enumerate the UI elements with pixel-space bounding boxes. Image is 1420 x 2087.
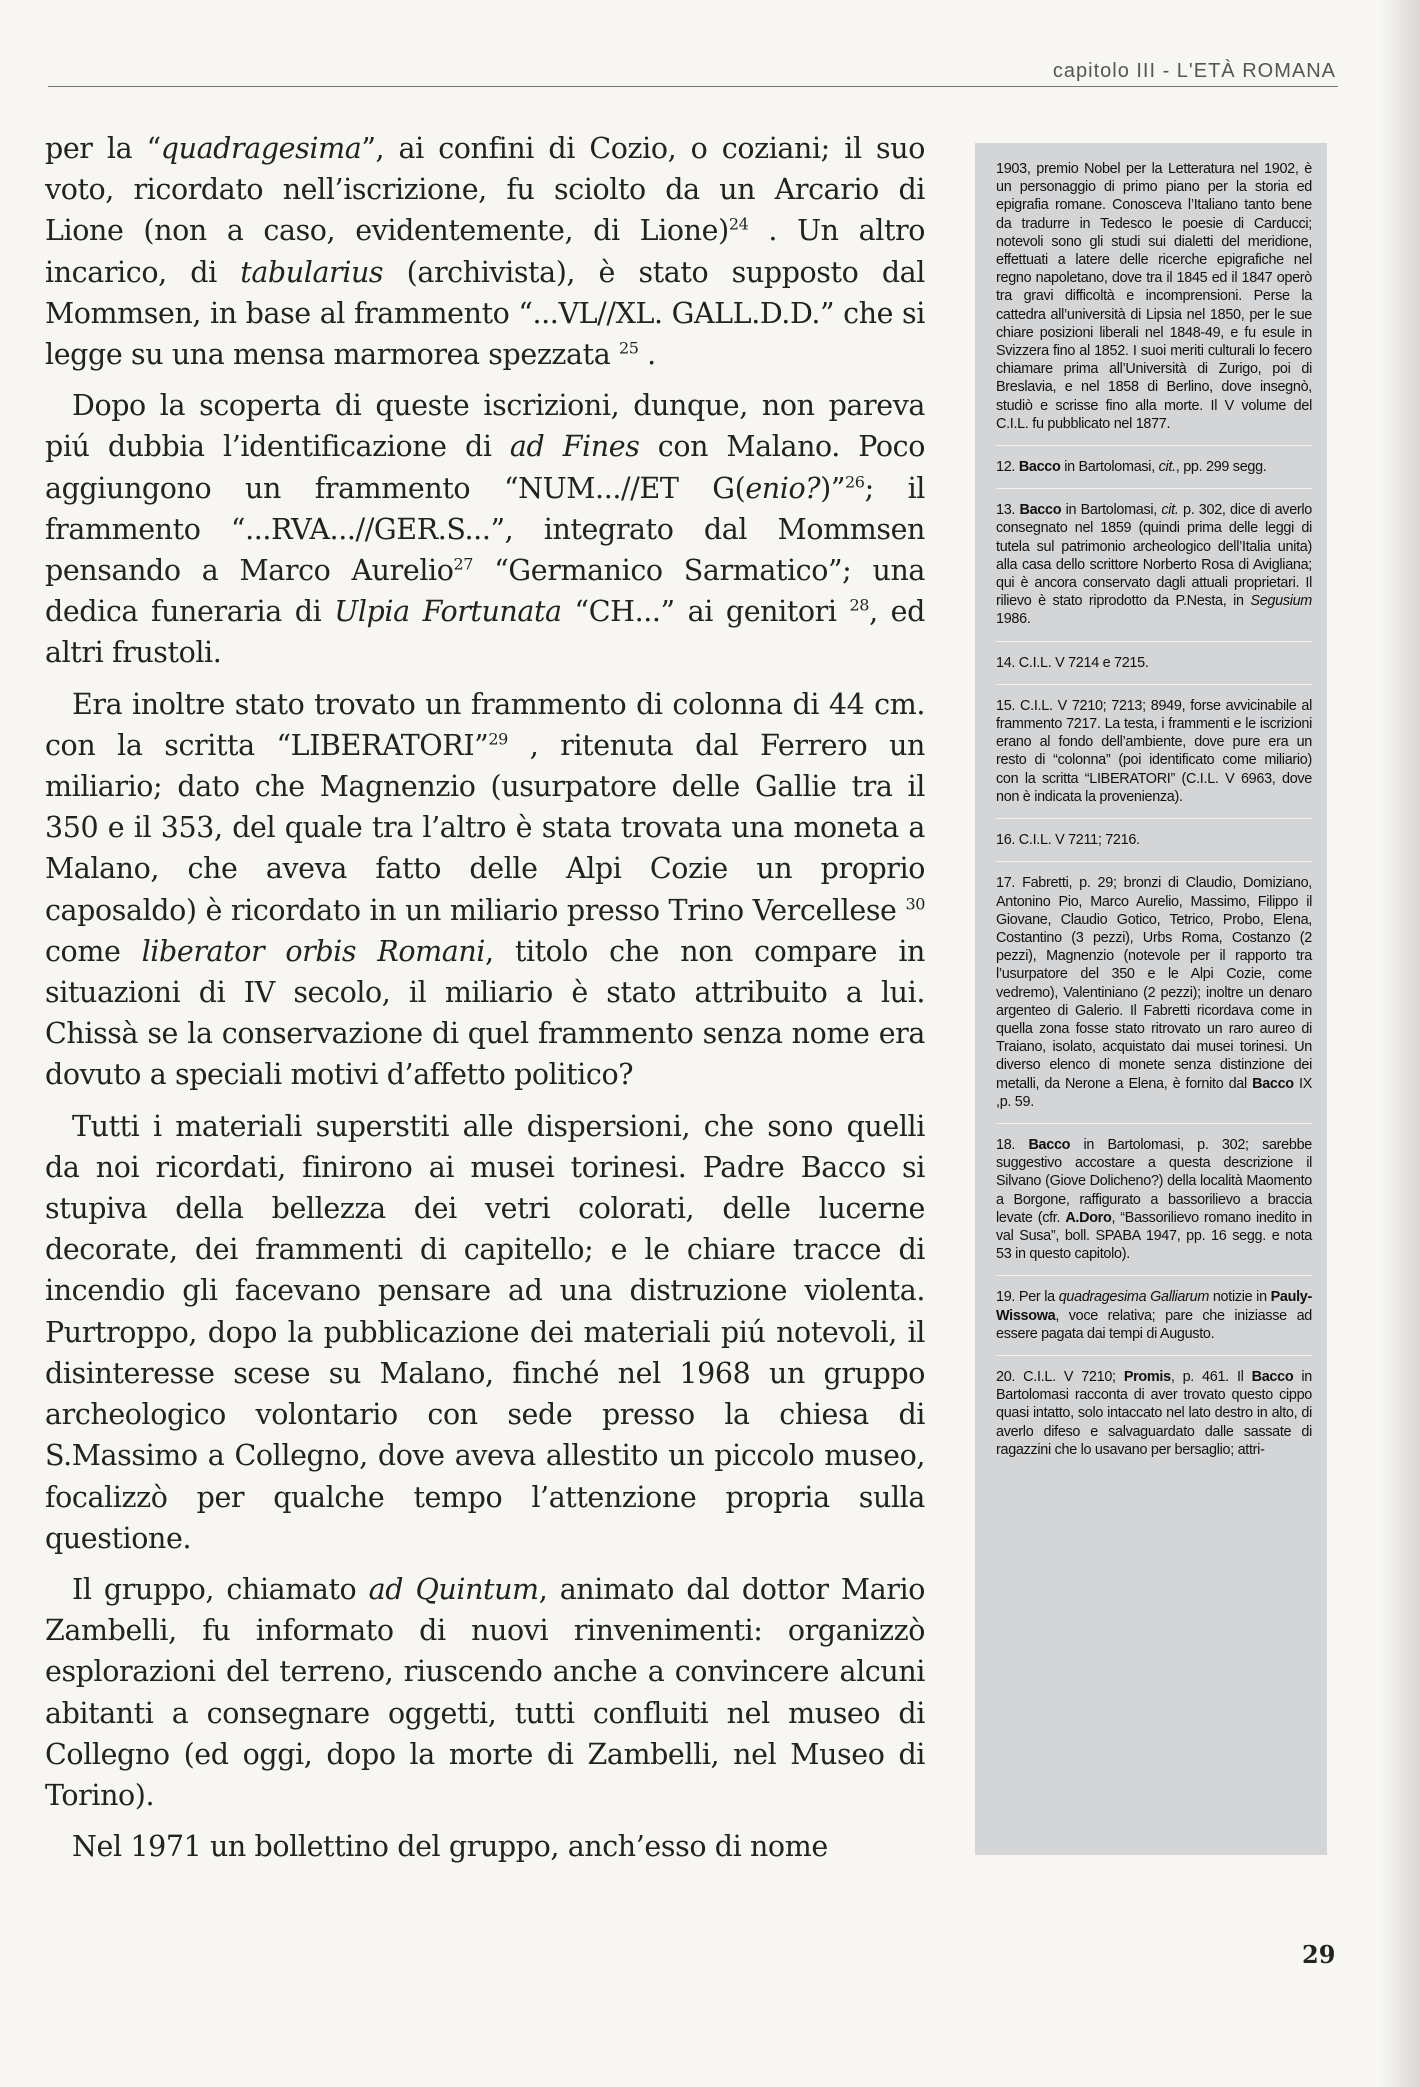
italic-term: ad Fines xyxy=(509,430,640,464)
text-run: , animato dal dottor Mario Zambelli, fu informato di nuovi rinvenimenti: organizzò esplorazioni del terreno, riuscendo anche a convincere alcuni abitanti a consegnare oggetti, tutti confluiti nel museo di Collegno (ed oggi, dopo la morte di Zambelli, nel Museo di Torino). xyxy=(45,1572,926,1812)
paragraph-4: Tutti i materiali superstiti alle dispersioni, che sono quelli da noi ricordati, finirono ai musei torinesi. Padre Bacco si stupiva della bellezza dei vetri colorati, delle lucerne decorate, dei frammenti di capitello; e le chiare tracce di incendio gli facevano pensare ad una distruzione violenta. Purtroppo, dopo la pubblicazione dei materiali piú notevoli, il disinteresse scese su Malano, finché nel 1968 un gruppo archeologico volontario con sede presso la chiesa di S.Massimo a Collegno, dove aveva allestito un piccolo museo, focalizzò per qualche tempo l’attenzione propria sulla questione. xyxy=(45,1109,925,1555)
header-rule xyxy=(48,86,1338,87)
footnote-ref: 24 xyxy=(728,214,749,234)
text-run: per la “ xyxy=(45,132,161,165)
text-run: Dopo la scoperta di queste iscrizioni, dunque, non pareva piú dubbia l’identificazione di xyxy=(45,389,925,464)
footnote-ref: 26 xyxy=(845,472,865,492)
italic-term: ad Quintum xyxy=(368,1572,539,1606)
author-name: Bacco xyxy=(1018,459,1061,476)
text-run: , ed altri frustoli. xyxy=(45,595,925,670)
author-name: Pauly-Wissowa xyxy=(996,1289,1312,1324)
text-run: con Malano. Poco aggiungono un frammento “NUM...//ET G( xyxy=(45,430,925,505)
note-number: 13. xyxy=(996,502,1020,519)
italic-term: Segusium xyxy=(1250,593,1312,610)
note-19 xyxy=(996,1288,1312,1356)
paragraph-5 xyxy=(45,1569,925,1816)
text-run: Era inoltre stato trovato un frammento di colonna di 44 cm. con la scritta “LIBERATORI” xyxy=(45,687,925,762)
text-run: , “Bassorilievo romano inedito in val Susa”, boll. SPABA 1947, pp. 16 segg. e nota 53 in questo capitolo). xyxy=(996,1209,1312,1263)
italic-term: tabularius xyxy=(240,255,384,289)
paragraph-6: Nel 1971 un bollettino del gruppo, anch’esso di nome xyxy=(72,1830,828,1864)
text-run: in Bartolomasi, p. 302; sarebbe suggestivo accostare a questa descrizione il Silvano (Giove Dolicheno?) della località Maomento a Borgone, raffigurato a bassorilievo a braccia levate (cfr. xyxy=(996,1136,1312,1226)
note-17 xyxy=(996,874,1312,1124)
text-run: “Germanico Sarmatico”; una dedica funeraria di xyxy=(45,554,925,629)
text-run: )” xyxy=(820,471,846,505)
footnotes-column xyxy=(996,160,1312,1483)
text-run: , pp. 299 segg. xyxy=(1175,459,1267,476)
author-name: Promis xyxy=(1123,1368,1171,1385)
footnote-ref: 29 xyxy=(488,729,508,749)
text-run: 19. Per la xyxy=(996,1289,1059,1306)
author-name: Bacco xyxy=(1028,1136,1071,1153)
italic-term: Ulpia Fortunata xyxy=(334,595,562,629)
italic-term: quadragesima Galliarum xyxy=(1058,1289,1210,1306)
author-name: Bacco xyxy=(1252,1075,1294,1092)
text-run: 20. C.I.L. V 7210; xyxy=(996,1368,1124,1385)
page-number: 29 xyxy=(1302,1940,1336,1969)
text-run: . xyxy=(638,338,656,372)
author-name: Bacco xyxy=(1251,1368,1294,1385)
italic-term: enio? xyxy=(745,471,821,505)
text-run: , p. 461. Il xyxy=(1170,1368,1252,1385)
note-13 xyxy=(996,501,1312,641)
text-run: 17. Fabretti, p. 29; bronzi di Claudio, Domiziano, Antonino Pio, Marco Aurelio, Massimo, Filippo il Giovane, Claudio Gotico, Tetrico, Probo, Elena, Costantino (3 pezzi), Urbs Roma, Costanzo (2 pezzi), Magnenzio (notevole per il rapporto tra l’usurpatore del 350 e le Alpi Cozie, come vedremo), Valentiniano (2 pezzi); inoltre un denaro argenteo di Galerio. Il Fabretti ricordava come in quella zona fosse stato ritrovato un raro aureo di Traiano, isolato, acquistato dai musei torinesi. Un diverso elenco di monete senza distinzione dei metalli, da Nerone a Elena, è fornito dal xyxy=(996,875,1312,1092)
text-run: notizie in xyxy=(1209,1289,1271,1306)
text-run: , ritenuta dal Ferrero un miliario; dato che Magnenzio (usurpatore delle Gallie tra il 350 e il 353, del quale tra l’altro è stata trovata una moneta a Malano, che aveva fatto delle Alpi Cozie un proprio caposaldo) è ricordato in un miliario presso Trino Vercellese xyxy=(45,728,925,927)
text-run: IX ,p. 59. xyxy=(996,1075,1312,1110)
page-edge-shadow xyxy=(1380,0,1420,2087)
note-15: 15. C.I.L. V 7210; 7213; 8949, forse avvicinabile al frammento 7217. La testa, i frammenti e le iscrizioni erano al fondo dell’ambiente, dove pure era un resto di “colonna” (poi identificato come miliario) con la scritta “LIBERATORI” (C.I.L. V 6963, dove non è indicata la provenienza). xyxy=(996,697,1312,819)
text-run: 1986. xyxy=(996,611,1031,628)
text-run: p. 302, dice di averlo consegnato nel 1859 (quindi prima delle leggi di tutela sul patrimonio archeologico dell’Italia unita) alla casa dello scrittore Norberto Rosa di Avigliana; qui è ancora conservato dagli attuali proprietari. Il rilievo è stato riprodotto da P.Nesta, in xyxy=(996,502,1312,610)
italic-term: cit. xyxy=(1161,502,1179,519)
main-text xyxy=(45,128,925,1867)
footnote-ref: 25 xyxy=(618,338,639,358)
author-name: Bacco xyxy=(1019,502,1062,519)
note-number: 12. xyxy=(996,459,1019,476)
text-run: , voce relativa; pare che iniziasse ad essere pagata dai tempi di Augusto. xyxy=(996,1307,1312,1342)
text-run: Il gruppo, chiamato xyxy=(72,1572,369,1606)
paragraph-1 xyxy=(45,128,925,375)
text-run: ”, ai confini di Cozio, o coziani; il suo voto, ricordato nell’iscrizione, fu sciolto da un Arcario di Lione (non a caso, evidentemente, di Lione) xyxy=(45,132,925,248)
italic-term: cit. xyxy=(1158,459,1176,476)
text-run: come xyxy=(45,934,142,968)
note-18 xyxy=(996,1136,1312,1276)
text-run: in Bartolomasi, xyxy=(1061,502,1162,519)
note-12 xyxy=(996,458,1312,489)
note-11-continued: 1903, premio Nobel per la Letteratura nel 1902, è un personaggio di primo piano per la storia ed epigrafia romane. Conosceva l’Italiano tanto bene da tradurre in Tedesco le poesie di Carducci; notevoli sono gli studi sui dialetti del meridione, effettuati a latere delle ricerche epigrafiche nel regno napoletano, dove tra il 1845 ed il 1847 operò tra gravi difficoltà e incomprensioni. Perse la cattedra all’università di Lipsia nel 1850, per le sue chiare posizioni liberali nel 1848-49, e fu esule in Svizzera fino al 1852. I suoi meriti culturali lo fecero chiamare prima all’Università di Zurigo, poi di Breslavia, e nel 1858 di Berlino, dove insegnò, studiò e scrisse fino alla morte. Il V volume del C.I.L. fu pubblicato nel 1877. xyxy=(996,160,1312,446)
text-run: ; il frammento “...RVA...//GER.S...”, integrato dal Mommsen pensando a Marco Aurelio xyxy=(45,471,926,588)
paragraph-3 xyxy=(45,684,925,1096)
text-run: . Un altro incarico, di xyxy=(45,214,925,289)
text-run: (archivista), è stato supposto dal Mommsen, in base al frammento “...VL//XL. GALL.D.D.” che si legge su una mensa marmorea spezzata xyxy=(45,255,925,372)
text-run: , titolo che non compare in situazioni di IV secolo, il miliario è stato attribuito a lui. Chissà se la conservazione di quel frammento senza nome era dovuto a speciali motivi d’affetto politico? xyxy=(45,934,925,1092)
author-name: A.Doro xyxy=(1065,1209,1112,1226)
text-run: “CH...” ai genitori xyxy=(561,595,850,629)
note-20 xyxy=(996,1368,1312,1471)
paragraph-2 xyxy=(45,385,925,673)
italic-term: quadragesima xyxy=(160,132,362,165)
footnote-ref: 28 xyxy=(849,595,870,615)
footnote-ref: 27 xyxy=(453,554,474,574)
text-run: in Bartolomasi racconta di aver trovato questo cippo quasi intatto, solo intaccato nel lato destro in alto, di averlo difeso e salvaguardato dalle sassate di ragazzini che lo usavano per bersaglio; attri- xyxy=(996,1368,1313,1458)
text-run: in Bartolomasi, xyxy=(1060,459,1159,476)
italic-term: liberator orbis Romani xyxy=(141,934,486,968)
note-14: 14. C.I.L. V 7214 e 7215. xyxy=(996,654,1312,685)
note-number: 18. xyxy=(996,1136,1029,1153)
running-head: capitolo III - L'ETÀ ROMANA xyxy=(1052,60,1336,82)
note-16: 16. C.I.L. V 7211; 7216. xyxy=(996,831,1312,862)
footnote-ref: 30 xyxy=(905,894,925,914)
